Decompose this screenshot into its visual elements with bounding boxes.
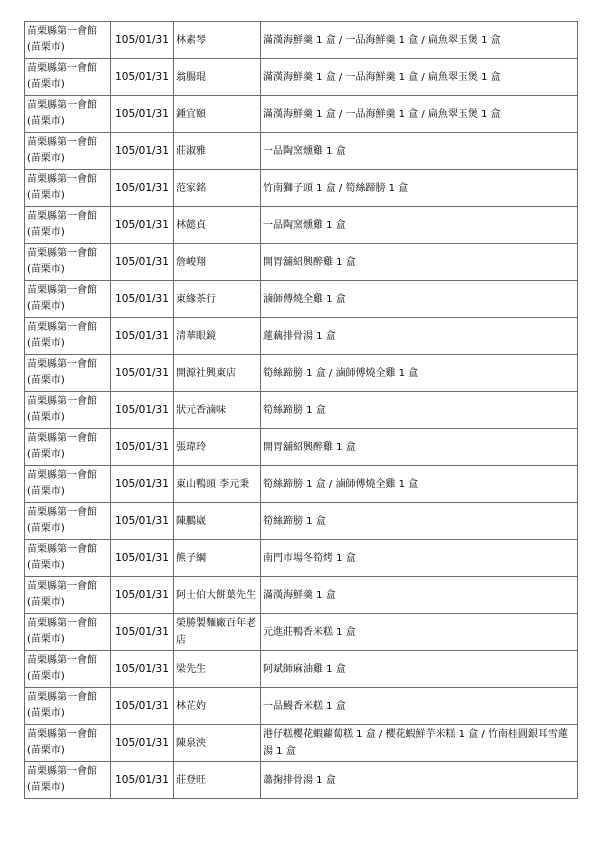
items-cell: 開胃舖紹興醉雞 1 盒 xyxy=(261,429,578,466)
venue-name: 苗栗縣第一會館 xyxy=(27,544,97,555)
venue-name: 苗栗縣第一會館 xyxy=(27,137,97,148)
venue-cell xyxy=(25,503,111,540)
date-cell: 105/01/31 xyxy=(111,688,174,725)
table-row xyxy=(25,133,578,170)
table-row xyxy=(25,577,578,614)
date-cell: 105/01/31 xyxy=(111,22,174,59)
items-cell: 滿漢海鮮羹 1 盒 / 一品海鮮羹 1 盒 / 扁魚翠玉煲 1 盒 xyxy=(261,22,578,59)
date-cell: 105/01/31 xyxy=(111,577,174,614)
venue-cell xyxy=(25,762,111,799)
venue-cell xyxy=(25,355,111,392)
donor-cell: 陳泉泱 xyxy=(174,725,261,762)
donor-cell: 熊子綱 xyxy=(174,540,261,577)
table-row xyxy=(25,96,578,133)
venue-city: (苗栗市) xyxy=(27,190,65,201)
venue-cell xyxy=(25,59,111,96)
venue-city: (苗栗市) xyxy=(27,560,65,571)
venue-name: 苗栗縣第一會館 xyxy=(27,248,97,259)
items-cell: 滿漢海鮮羹 1 盒 xyxy=(261,577,578,614)
venue-city: (苗栗市) xyxy=(27,116,65,127)
date-cell: 105/01/31 xyxy=(111,762,174,799)
venue-city: (苗栗市) xyxy=(27,449,65,460)
venue-name: 苗栗縣第一會館 xyxy=(27,211,97,222)
date-cell: 105/01/31 xyxy=(111,466,174,503)
venue-city: (苗栗市) xyxy=(27,671,65,682)
venue-city: (苗栗市) xyxy=(27,301,65,312)
donor-cell: 莊登旺 xyxy=(174,762,261,799)
donor-cell: 林芷妁 xyxy=(174,688,261,725)
venue-cell xyxy=(25,466,111,503)
items-cell: 滿漢海鮮羹 1 盒 / 一品海鮮羹 1 盒 / 扁魚翠玉煲 1 盒 xyxy=(261,96,578,133)
items-cell: 元進莊鴨香米糕 1 盒 xyxy=(261,614,578,651)
table-row xyxy=(25,725,578,762)
venue-city: (苗栗市) xyxy=(27,42,65,53)
items-cell: 筍絲蹄膀 1 盒 xyxy=(261,503,578,540)
donor-cell: 梁先生 xyxy=(174,651,261,688)
table-row xyxy=(25,688,578,725)
items-cell: 開胃舖紹興醉雞 1 盒 xyxy=(261,244,578,281)
donor-cell: 清華眼鏡 xyxy=(174,318,261,355)
table-row xyxy=(25,281,578,318)
venue-city: (苗栗市) xyxy=(27,153,65,164)
venue-cell xyxy=(25,207,111,244)
venue-city: (苗栗市) xyxy=(27,375,65,386)
donor-cell: 阿士伯大餅葉先生 xyxy=(174,577,261,614)
venue-city: (苗栗市) xyxy=(27,79,65,90)
date-cell: 105/01/31 xyxy=(111,318,174,355)
items-cell: 一品陶窯燻雞 1 盒 xyxy=(261,133,578,170)
items-cell: 滷師傅燒全雞 1 盒 xyxy=(261,281,578,318)
venue-name: 苗栗縣第一會館 xyxy=(27,396,97,407)
venue-name: 苗栗縣第一會館 xyxy=(27,655,97,666)
donor-cell: 狀元香滷味 xyxy=(174,392,261,429)
venue-name: 苗栗縣第一會館 xyxy=(27,618,97,629)
venue-name: 苗栗縣第一會館 xyxy=(27,322,97,333)
venue-city: (苗栗市) xyxy=(27,486,65,497)
venue-city: (苗栗市) xyxy=(27,708,65,719)
items-cell: 一品鰻香米糕 1 盒 xyxy=(261,688,578,725)
venue-city: (苗栗市) xyxy=(27,523,65,534)
venue-cell xyxy=(25,688,111,725)
table-row xyxy=(25,355,578,392)
table-row xyxy=(25,429,578,466)
date-cell: 105/01/31 xyxy=(111,392,174,429)
venue-name: 苗栗縣第一會館 xyxy=(27,174,97,185)
donor-cell: 林懿貞 xyxy=(174,207,261,244)
donation-table xyxy=(24,21,578,799)
donor-cell: 鍾宜頤 xyxy=(174,96,261,133)
date-cell: 105/01/31 xyxy=(111,170,174,207)
venue-name: 苗栗縣第一會館 xyxy=(27,100,97,111)
venue-cell xyxy=(25,614,111,651)
venue-name: 苗栗縣第一會館 xyxy=(27,692,97,703)
date-cell: 105/01/31 xyxy=(111,503,174,540)
table-row xyxy=(25,170,578,207)
table-row xyxy=(25,762,578,799)
venue-name: 苗栗縣第一會館 xyxy=(27,581,97,592)
donor-cell: 開源社興東店 xyxy=(174,355,261,392)
venue-city: (苗栗市) xyxy=(27,782,65,793)
venue-name: 苗栗縣第一會館 xyxy=(27,766,97,777)
venue-cell xyxy=(25,244,111,281)
venue-name: 苗栗縣第一會館 xyxy=(27,470,97,481)
venue-cell xyxy=(25,577,111,614)
venue-city: (苗栗市) xyxy=(27,597,65,608)
venue-cell xyxy=(25,392,111,429)
venue-cell xyxy=(25,22,111,59)
date-cell: 105/01/31 xyxy=(111,651,174,688)
venue-cell xyxy=(25,429,111,466)
venue-cell xyxy=(25,170,111,207)
date-cell: 105/01/31 xyxy=(111,244,174,281)
donor-cell: 范家銘 xyxy=(174,170,261,207)
donor-cell: 林素琴 xyxy=(174,22,261,59)
donor-cell: 東緣茶行 xyxy=(174,281,261,318)
date-cell: 105/01/31 xyxy=(111,540,174,577)
venue-cell xyxy=(25,96,111,133)
venue-cell xyxy=(25,540,111,577)
venue-city: (苗栗市) xyxy=(27,338,65,349)
date-cell: 105/01/31 xyxy=(111,429,174,466)
items-cell: 蓮藕排骨湯 1 盒 xyxy=(261,318,578,355)
venue-name: 苗栗縣第一會館 xyxy=(27,26,97,37)
items-cell: 滿漢海鮮羹 1 盒 / 一品海鮮羹 1 盒 / 扁魚翠玉煲 1 盒 xyxy=(261,59,578,96)
venue-name: 苗栗縣第一會館 xyxy=(27,359,97,370)
table-row xyxy=(25,59,578,96)
table-row xyxy=(25,503,578,540)
donor-cell: 詹峻翔 xyxy=(174,244,261,281)
items-cell: 筍絲蹄膀 1 盒 xyxy=(261,392,578,429)
donor-cell: 張瑋玲 xyxy=(174,429,261,466)
donor-cell: 東山鴨頭 李元秉 xyxy=(174,466,261,503)
date-cell: 105/01/31 xyxy=(111,96,174,133)
items-cell: 竹南獅子頭 1 盒 / 筍絲蹄膀 1 盒 xyxy=(261,170,578,207)
date-cell: 105/01/31 xyxy=(111,355,174,392)
venue-cell xyxy=(25,651,111,688)
venue-name: 苗栗縣第一會館 xyxy=(27,433,97,444)
venue-name: 苗栗縣第一會館 xyxy=(27,729,97,740)
items-cell: 南門市場冬筍烤 1 盒 xyxy=(261,540,578,577)
items-cell: 阿斌師麻油雞 1 盒 xyxy=(261,651,578,688)
venue-city: (苗栗市) xyxy=(27,412,65,423)
venue-cell xyxy=(25,318,111,355)
date-cell: 105/01/31 xyxy=(111,281,174,318)
date-cell: 105/01/31 xyxy=(111,133,174,170)
date-cell: 105/01/31 xyxy=(111,59,174,96)
table-row xyxy=(25,466,578,503)
donor-cell: 陳鵬崴 xyxy=(174,503,261,540)
donor-cell: 莊淑雅 xyxy=(174,133,261,170)
items-cell: 筍絲蹄膀 1 盒 / 滷師傅燒全雞 1 盒 xyxy=(261,466,578,503)
venue-name: 苗栗縣第一會館 xyxy=(27,285,97,296)
date-cell: 105/01/31 xyxy=(111,614,174,651)
date-cell: 105/01/31 xyxy=(111,725,174,762)
venue-city: (苗栗市) xyxy=(27,634,65,645)
venue-city: (苗栗市) xyxy=(27,227,65,238)
table-row xyxy=(25,651,578,688)
donor-cell: 翁腸琨 xyxy=(174,59,261,96)
date-cell: 105/01/31 xyxy=(111,207,174,244)
table-row xyxy=(25,244,578,281)
table-row xyxy=(25,614,578,651)
table-row xyxy=(25,392,578,429)
venue-name: 苗栗縣第一會館 xyxy=(27,63,97,74)
table-row xyxy=(25,207,578,244)
items-cell: 筍絲蹄膀 1 盒 / 滷師傅燒全雞 1 盒 xyxy=(261,355,578,392)
venue-name: 苗栗縣第一會館 xyxy=(27,507,97,518)
table-row xyxy=(25,22,578,59)
venue-cell xyxy=(25,281,111,318)
table-row xyxy=(25,540,578,577)
venue-cell xyxy=(25,133,111,170)
venue-cell xyxy=(25,725,111,762)
donation-table-body xyxy=(25,22,578,799)
items-cell: 蕭掬排骨湯 1 盒 xyxy=(261,762,578,799)
venue-city: (苗栗市) xyxy=(27,745,65,756)
items-cell: 港仔糕櫻花蝦蘿蔔糕 1 盒 / 櫻花蝦鮮芋米糕 1 盒 / 竹南桂圓銀耳雪蓮湯 1 盒 xyxy=(261,725,578,762)
items-cell: 一品陶窯燻雞 1 盒 xyxy=(261,207,578,244)
donor-cell: 榮勝製麵廠百年老店 xyxy=(174,614,261,651)
venue-city: (苗栗市) xyxy=(27,264,65,275)
table-row xyxy=(25,318,578,355)
